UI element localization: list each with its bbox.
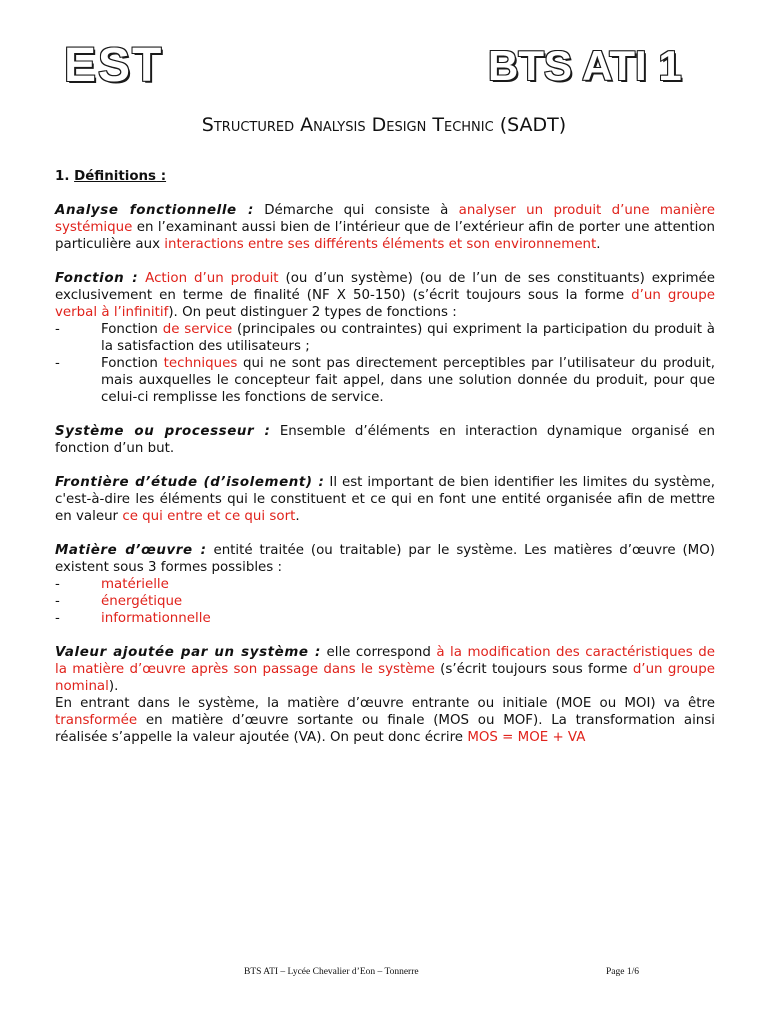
definition-valeur-ajoutee: Valeur ajoutée par un système : elle correspond à la modification des caractéristiques de la matière d’œuvre après son passage dans le système (s’écrit toujours sous forme d’un groupe nominal). [55,645,715,694]
list-item: - énergétique [55,594,183,609]
definition-fonction: Fonction : Action d’un produit (ou d’un système) (ou de l’un de ses constituants) exprimée exclusivement en terme de finalité (NF X 50-150) (s’écrit toujours sous la forme d’un groupe verbal à l’infinitif). On peut distinguer 2 types de fonctions : [55,271,715,320]
definition-matiere-oeuvre: Matière d’œuvre : entité traitée (ou traitable) par le système. Les matières d’œuvre (MO) existent sous 3 formes possibles : [55,543,715,575]
definition-systeme: Système ou processeur : Ensemble d’éléments en interaction dynamique organisé en fonction d’un but. [55,424,715,456]
paragraph-transformation: En entrant dans le système, la matière d’œuvre entrante ou initiale (MOE ou MOI) va être transformée en matière d’œuvre sortante ou finale (MOS ou MOF). La transformation ainsi réalisée s’appelle la valeur ajoutée (VA). On peut donc écrire MOS = MOE + VA [55,696,715,745]
definition-term: Matière d’œuvre : [55,543,207,558]
list-item: - Fonction de service (principales ou contraintes) qui expriment la participation du produit à la satisfaction des utilisateurs ; [55,322,715,354]
list-item: - matérielle [55,577,169,592]
definition-term: Fonction : [55,271,139,286]
list-item: - Fonction techniques qui ne sont pas directement perceptibles par l’utilisateur du produit, mais auxquelles le concepteur fait appel, dans une solution donnée du produit, pour que celui-ci remplisse les fonctions de service. [55,356,715,405]
document-body [55,168,715,746]
definition-analyse-fonctionnelle: Analyse fonctionnelle : Démarche qui consiste à analyser un produit d’une manière systémique en l’examinant aussi bien de l’intérieur que de l’extérieur afin de porter une attention particulière aux interactions entre ses différents éléments et son environnement. [55,203,715,252]
section-number: 1. [55,169,70,184]
definition-frontiere: Frontière d’étude (d’isolement) : Il est important de bien identifier les limites du système, c'est-à-dire les éléments qui le constituent et ce qui en font une entité organisée afin de mettre en valeur ce qui entre et ce qui sort. [55,475,716,524]
definition-term: Valeur ajoutée par un système : [55,645,322,660]
page-title: Structured Analysis Design Technic (SADT) [201,114,567,136]
definition-term: Analyse fonctionnelle : [55,203,254,218]
page-number: Page 1/6 [606,967,639,977]
footer-school: BTS ATI – Lycée Chevalier d’Eon – Tonnerre [244,967,419,977]
est-logo: EST [64,39,164,92]
bts-ati-logo: BTS ATI 1 [488,42,682,89]
section-heading: 1. Définitions : [55,169,167,184]
section-label: Définitions [74,169,157,184]
list-item: - informationnelle [55,611,211,626]
definition-term: Système ou processeur : [55,424,271,439]
definition-term: Frontière d’étude (d’isolement) : [55,475,325,490]
